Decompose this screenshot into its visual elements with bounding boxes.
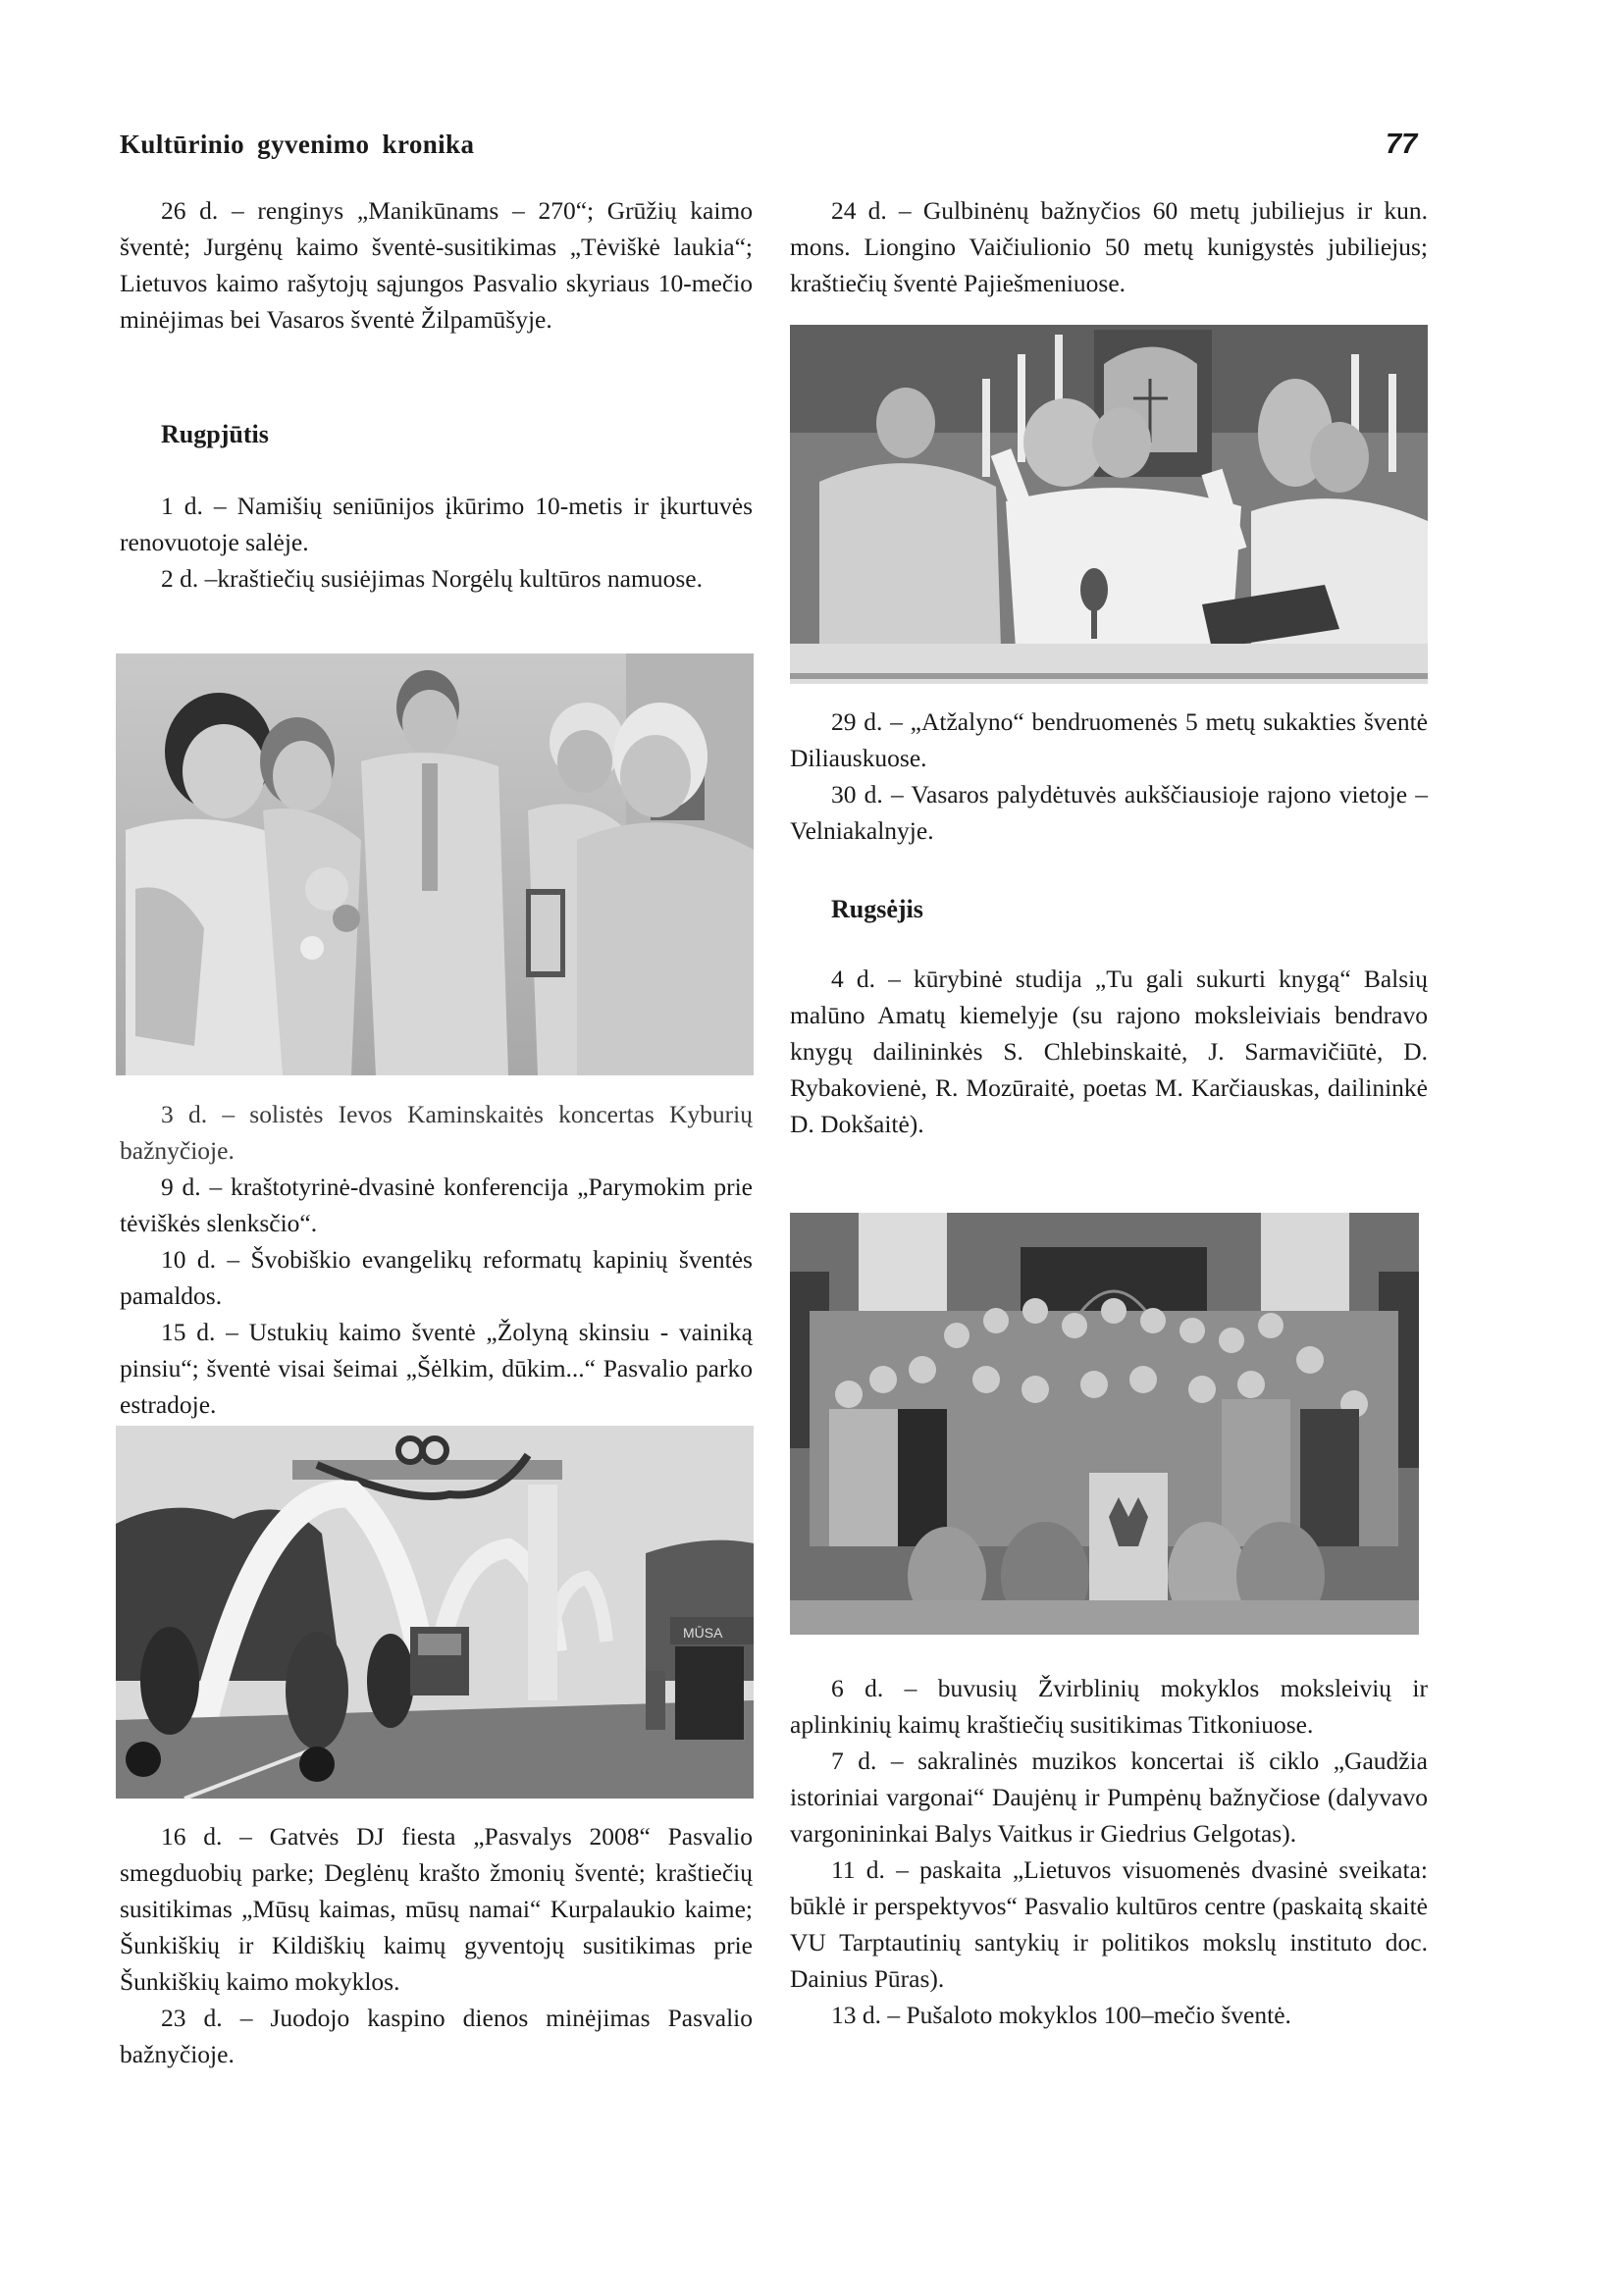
chronicle-entry: 10 d. – Švobiškio evangelikų reformatų kapinių šventės pamaldos. — [120, 1245, 753, 1310]
right-column-block-3 — [790, 961, 1428, 1142]
month-heading: Rugpjūtis — [161, 420, 269, 448]
chronicle-entry: 26 d. – renginys „Manikūnams – 270“; Grūžių kaimo šventė; Jurgėnų kaimo šventė-susitikimas „Tėviškė laukia“; Lietuvos kaimo rašytojų sąjungos Pasvalio skyriaus 10-mečio minėjimas bei Vasaros šventė Žilpamūšyje. — [120, 196, 753, 334]
left-column-block-2 — [120, 488, 753, 597]
chronicle-entry: 9 d. – kraštotyrinė-dvasinė konferencija „Parymokim prie tėviškės slenksčio“. — [120, 1173, 753, 1237]
right-column-block-4 — [790, 1670, 1428, 2033]
month-heading-august-wrap — [120, 416, 753, 452]
chronicle-entry: 2 d. –kraštiečių susiėjimas Norgėlų kultūros namuose. — [161, 564, 703, 593]
chronicle-entry: 1 d. – Namišių seniūnijos įkūrimo 10-metis ir įkurtuvės renovuotoje salėje. — [120, 492, 753, 556]
photo-school-group-image — [790, 1213, 1419, 1635]
chronicle-entry: 7 d. – sakralinės muzikos koncertai iš ciklo „Gaudžia istoriniai vargonai“ Daujėnų ir Pumpėnų bažnyčiose (dalyvavo vargonininkai Balys Vaitkus ir Giedrius Gelgotas). — [790, 1747, 1428, 1848]
photo-school-group — [790, 1213, 1419, 1635]
right-column-block-2 — [790, 704, 1428, 849]
chronicle-entry: 29 d. – „Atžalyno“ bendruomenės 5 metų sukakties šventė Diliauskuose. — [790, 707, 1428, 772]
page-number: 77 — [1386, 129, 1418, 160]
chronicle-entry: 24 d. – Gulbinėnų bažnyčios 60 metų jubiliejus ir kun. mons. Liongino Vaičiulionio 50 metų kunigystės jubiliejus; kraštiečių šventė Pajiešmeniuose. — [790, 196, 1428, 297]
photo-caption: 3 d. – solistės Ievos Kaminskaitės koncertas Kyburių bažnyčioje. — [120, 1100, 753, 1165]
chronicle-entry: 4 d. – kūrybinė studija „Tu gali sukurti knygą“ Balsių malūno Amatų kiemelyje (su rajono moksleiviais bendravo knygų dailininkės S. Chlebinskaitė, J. Sarmavičiūtė, D. Rybakovienė, R. Mozūraitė, poetas M. Karčiauskas, dailininkė D. Dokšaitė). — [790, 965, 1428, 1138]
chronicle-entry: 6 d. – buvusių Žvirblinių mokyklos moksleivių ir aplinkinių kaimų kraštiečių susitikimas Titkoniuose. — [790, 1674, 1428, 1739]
right-column-block-1 — [790, 192, 1428, 301]
photo-bridge-bikers-image — [116, 1426, 754, 1799]
chronicle-entry: 15 d. – Ustukių kaimo šventė „Žolyną skinsiu - vainiką pinsiu“; šventė visai šeimai „Šėlkim, dūkim...“ Pasvalio parko estradoje. — [120, 1318, 753, 1419]
month-heading-september-wrap — [790, 891, 1428, 927]
month-heading: Rugsėjis — [831, 895, 923, 923]
running-title: Kultūrinio gyvenimo kronika — [120, 130, 475, 159]
photo-group-women — [116, 653, 754, 1075]
chronicle-entry: 11 d. – paskaita „Lietuvos visuomenės dvasinė sveikata: būklė ir perspektyvos“ Pasvalio kultūros centre (paskaitą skaitė VU Tarptautinių santykių ir politikos mokslų instituto doc. Dainius Pūras). — [790, 1855, 1428, 1993]
chronicle-entry: 16 d. – Gatvės DJ fiesta „Pasvalys 2008“ Pasvalio smegduobių parke; Deglėnų krašto žmonių šventė; kraštiečių susitikimas „Mūsų kaimas, mūsų namai“ Kurpalaukio kaime; Šunkiškių ir Kildiškių kaimų gyventojų susitikimas prie Šunkiškių kaimo mokyklos. — [120, 1822, 753, 1996]
photo-church-altar-image — [790, 325, 1428, 684]
left-column-block-1 — [120, 192, 753, 338]
chronicle-entry: 23 d. – Juodojo kaspino dienos minėjimas Pasvalio bažnyčioje. — [120, 2004, 753, 2068]
chronicle-entry: 13 d. – Pušaloto mokyklos 100–mečio šventė. — [831, 2001, 1291, 2029]
chronicle-entry: 30 d. – Vasaros palydėtuvės aukščiausioje rajono vietoje – Velniakalnyje. — [790, 780, 1428, 845]
left-column-block-4 — [120, 1818, 753, 2072]
road-sign-text: MŪSA — [683, 1625, 723, 1641]
photo-group-women-image — [116, 653, 754, 1075]
photo-church-altar — [790, 325, 1428, 684]
left-column-block-3 — [120, 1096, 753, 1423]
photo-bridge-bikers — [116, 1426, 754, 1799]
